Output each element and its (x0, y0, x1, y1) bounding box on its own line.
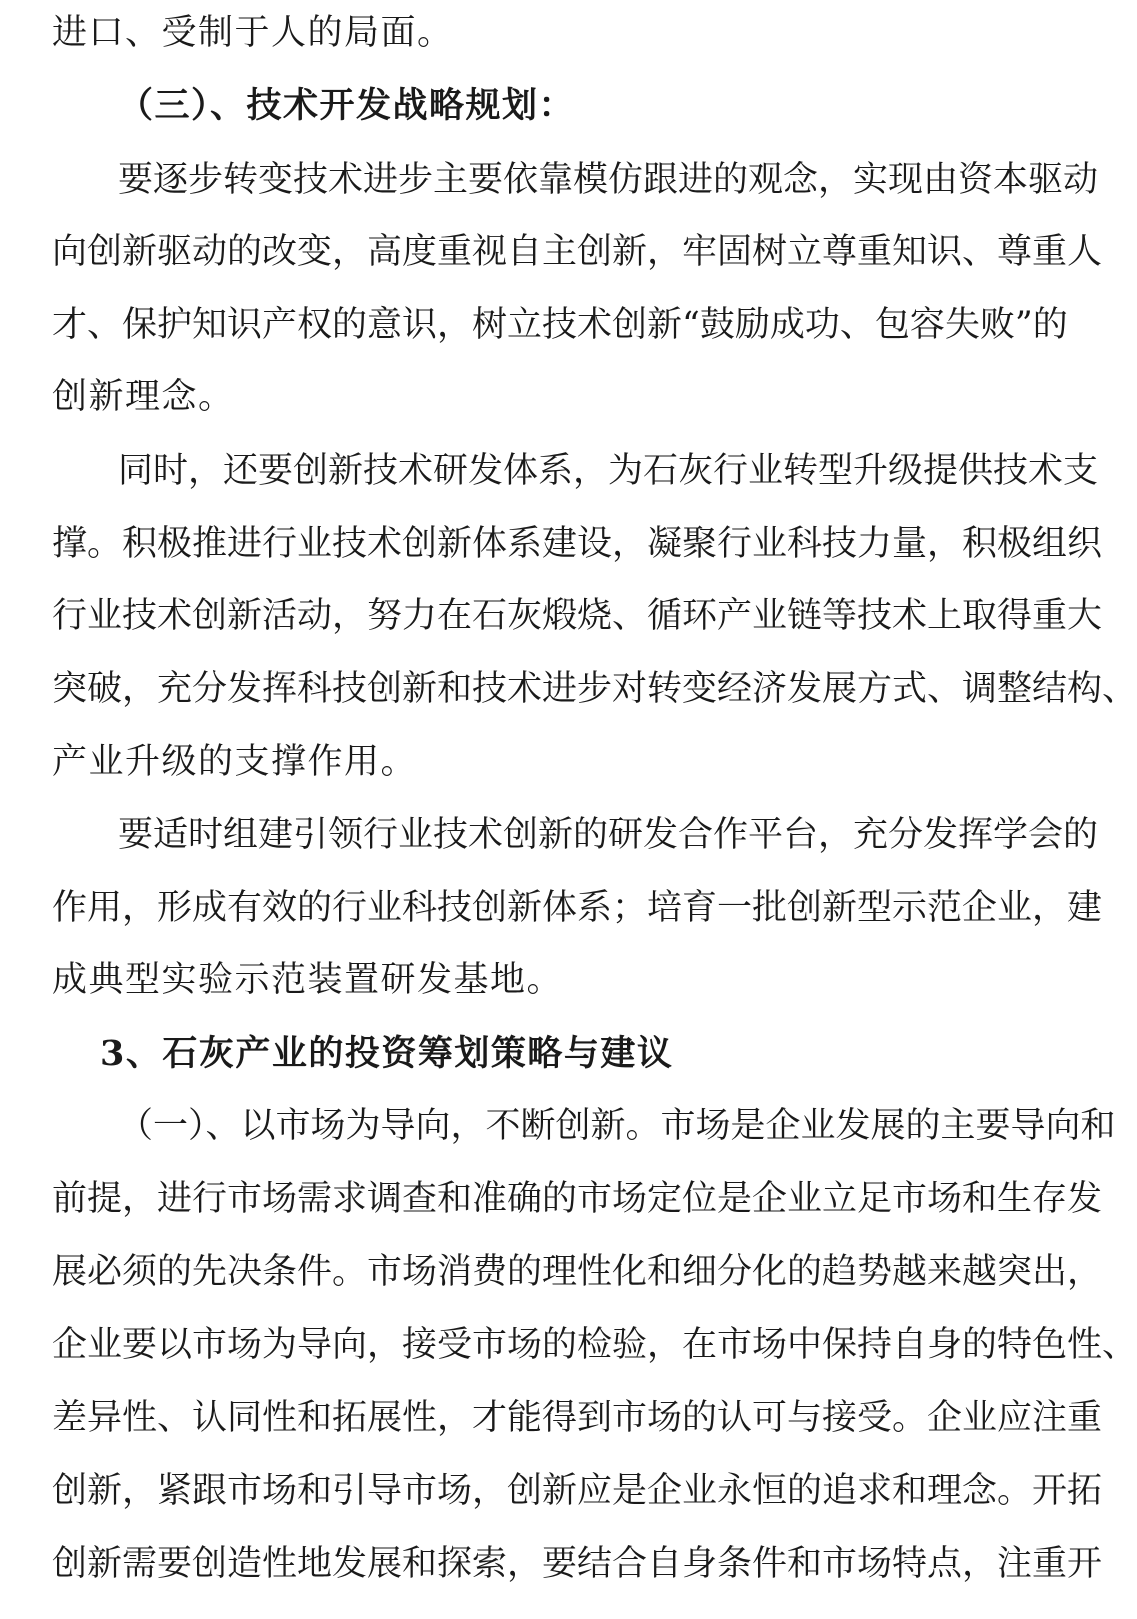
paragraph-line: 创新需要创造性地发展和探索，要结合自身条件和市场特点，注重开 (52, 1544, 1103, 1584)
paragraph-line: 产业升级的支撑作用。 (52, 742, 418, 782)
paragraph-line: 展必须的先决条件。市场消费的理性化和细分化的趋势越来越突出， (52, 1252, 1103, 1292)
paragraph-line: 突破，充分发挥科技创新和技术进步对转变经济发展方式、调整结构、 (52, 669, 1137, 709)
paragraph-line: 创新，紧跟市场和引导市场，创新应是企业永恒的追求和理念。开拓 (52, 1471, 1103, 1511)
section-heading-tech-strategy: （三）、技术开发战略规划： (118, 85, 576, 126)
paragraph-line: 创新理念。 (52, 377, 235, 417)
section-heading-investment: 3、石灰产业的投资筹划策略与建议 (100, 1033, 674, 1074)
paragraph-line: （一）、以市场为导向，不断创新。市场是企业发展的主要导向和 (118, 1106, 1116, 1146)
paragraph-line: 撑。积极推进行业技术创新体系建设，凝聚行业科技力量，积极组织 (52, 524, 1103, 564)
paragraph-line: 同时，还要创新技术研发体系，为石灰行业转型升级提供技术支 (118, 451, 1099, 491)
paragraph-line: 要逐步转变技术进步主要依靠模仿跟进的观念，实现由资本驱动 (118, 160, 1099, 200)
paragraph-line: 前提，进行市场需求调查和准确的市场定位是企业立足市场和生存发 (52, 1179, 1103, 1219)
paragraph-line: 作用，形成有效的行业科技创新体系；培育一批创新型示范企业，建 (52, 888, 1103, 928)
paragraph-line: 成典型实验示范装置研发基地。 (52, 960, 564, 1000)
paragraph-line: 差异性、认同性和拓展性，才能得到市场的认可与接受。企业应注重 (52, 1398, 1103, 1438)
paragraph-line: 企业要以市场为导向，接受市场的检验，在市场中保持自身的特色性、 (52, 1325, 1137, 1365)
paragraph-line: 进口、受制于人的局面。 (52, 13, 454, 53)
paragraph-line: 才、保护知识产权的意识，树立技术创新“鼓励成功、包容失败”的 (52, 305, 1068, 345)
paragraph-line: 向创新驱动的改变，高度重视自主创新，牢固树立尊重知识、尊重人 (52, 232, 1103, 272)
paragraph-line: 行业技术创新活动，努力在石灰煅烧、循环产业链等技术上取得重大 (52, 596, 1103, 636)
paragraph-line: 要适时组建引领行业技术创新的研发合作平台，充分发挥学会的 (118, 815, 1099, 855)
